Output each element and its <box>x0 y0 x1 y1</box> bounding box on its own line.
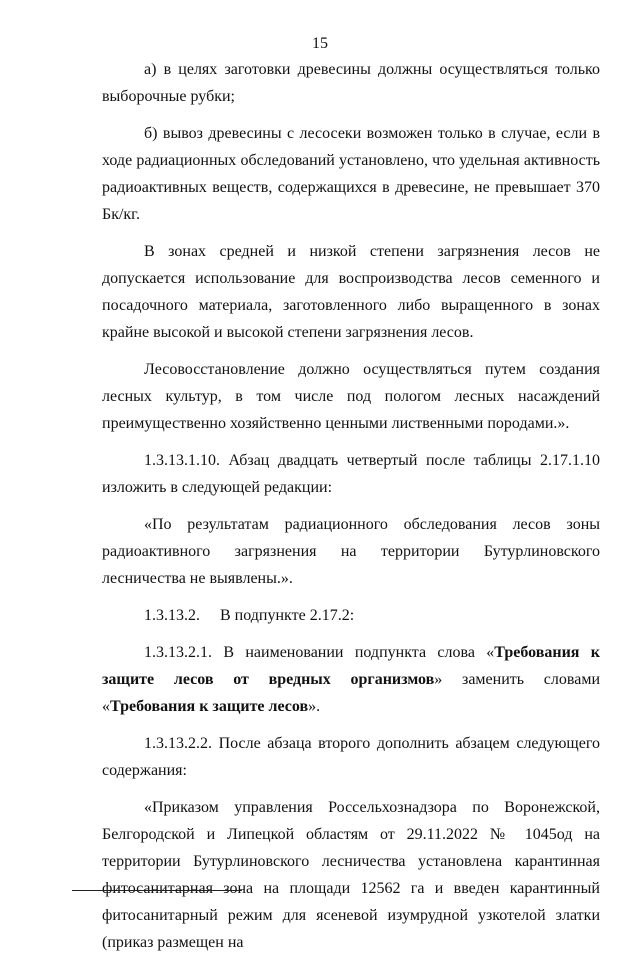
paragraph-clause-1-3-13-2-1 <box>102 639 600 720</box>
paragraph-clause-1-3-13-2: 1.3.13.2. В подпункте 2.17.2: <box>144 607 355 624</box>
paragraph-reforestation: Лесовосстановление должно осуществляться путем создания лесных культур, в том числе под пологом лесных насаждений преимущественно хозяйственно ценными лиственными породами.». <box>102 361 600 432</box>
clause-text-part-3: ». <box>308 698 321 715</box>
paragraph-seed-material: В зонах средней и низкой степени загрязнения лесов не допускается использование для воспроизводства лесов семенного и посадочного материала, заготовленного либо выращенного в зонах крайне высокой и высокой степени загрязнения лесов. <box>102 243 600 341</box>
paragraph-clause-1-3-13-2-2: 1.3.13.2.2. После абзаца второго дополнить абзацем следующего содержания: <box>102 735 600 779</box>
footer-divider <box>72 890 242 891</box>
paragraph-logging-rule-b: б) вывоз древесины с лесосеки возможен только в случае, если в ходе радиационных обследований установлено, что удельная активность радиоактивных веществ, содержащихся в древесине, не превышает 370 Бк/кг. <box>102 125 600 223</box>
clause-text-part-1: 1.3.13.2.1. В наименовании подпункта слова « <box>144 644 495 661</box>
clause-text-part-2: » заменить словами « <box>102 671 600 715</box>
new-title-term: Требования к защите лесов <box>110 698 309 715</box>
document-body <box>102 56 600 956</box>
paragraph-quarantine-order: «Приказом управления Россельхознадзора по Воронежской, Белгородской и Липецкой областям от 29.11.2022 № 1045од на территории Бутурлиновского лесничества установлена карантинная фитосанитарная зона на площади 12562 га и введен карантинный фитосанитарный режим для ясеневой изумрудной узкотелой златки (приказ размещен на <box>102 799 600 951</box>
paragraph-clause-1-3-13-1-10: 1.3.13.1.10. Абзац двадцать четвертый после таблицы 2.17.1.10 изложить в следующей редакции: <box>102 452 600 496</box>
paragraph-radiation-survey-quote: «По результатам радиационного обследования лесов зоны радиоактивного загрязнения на территории Бутурлиновского лесничества не выявлены.». <box>102 516 600 587</box>
page-number: 15 <box>312 35 328 52</box>
old-title-term: Требования к защите лесов от вредных организмов <box>102 644 600 688</box>
paragraph-logging-rule-a: а) в целях заготовки древесины должны осуществляться только выборочные рубки; <box>102 61 600 105</box>
